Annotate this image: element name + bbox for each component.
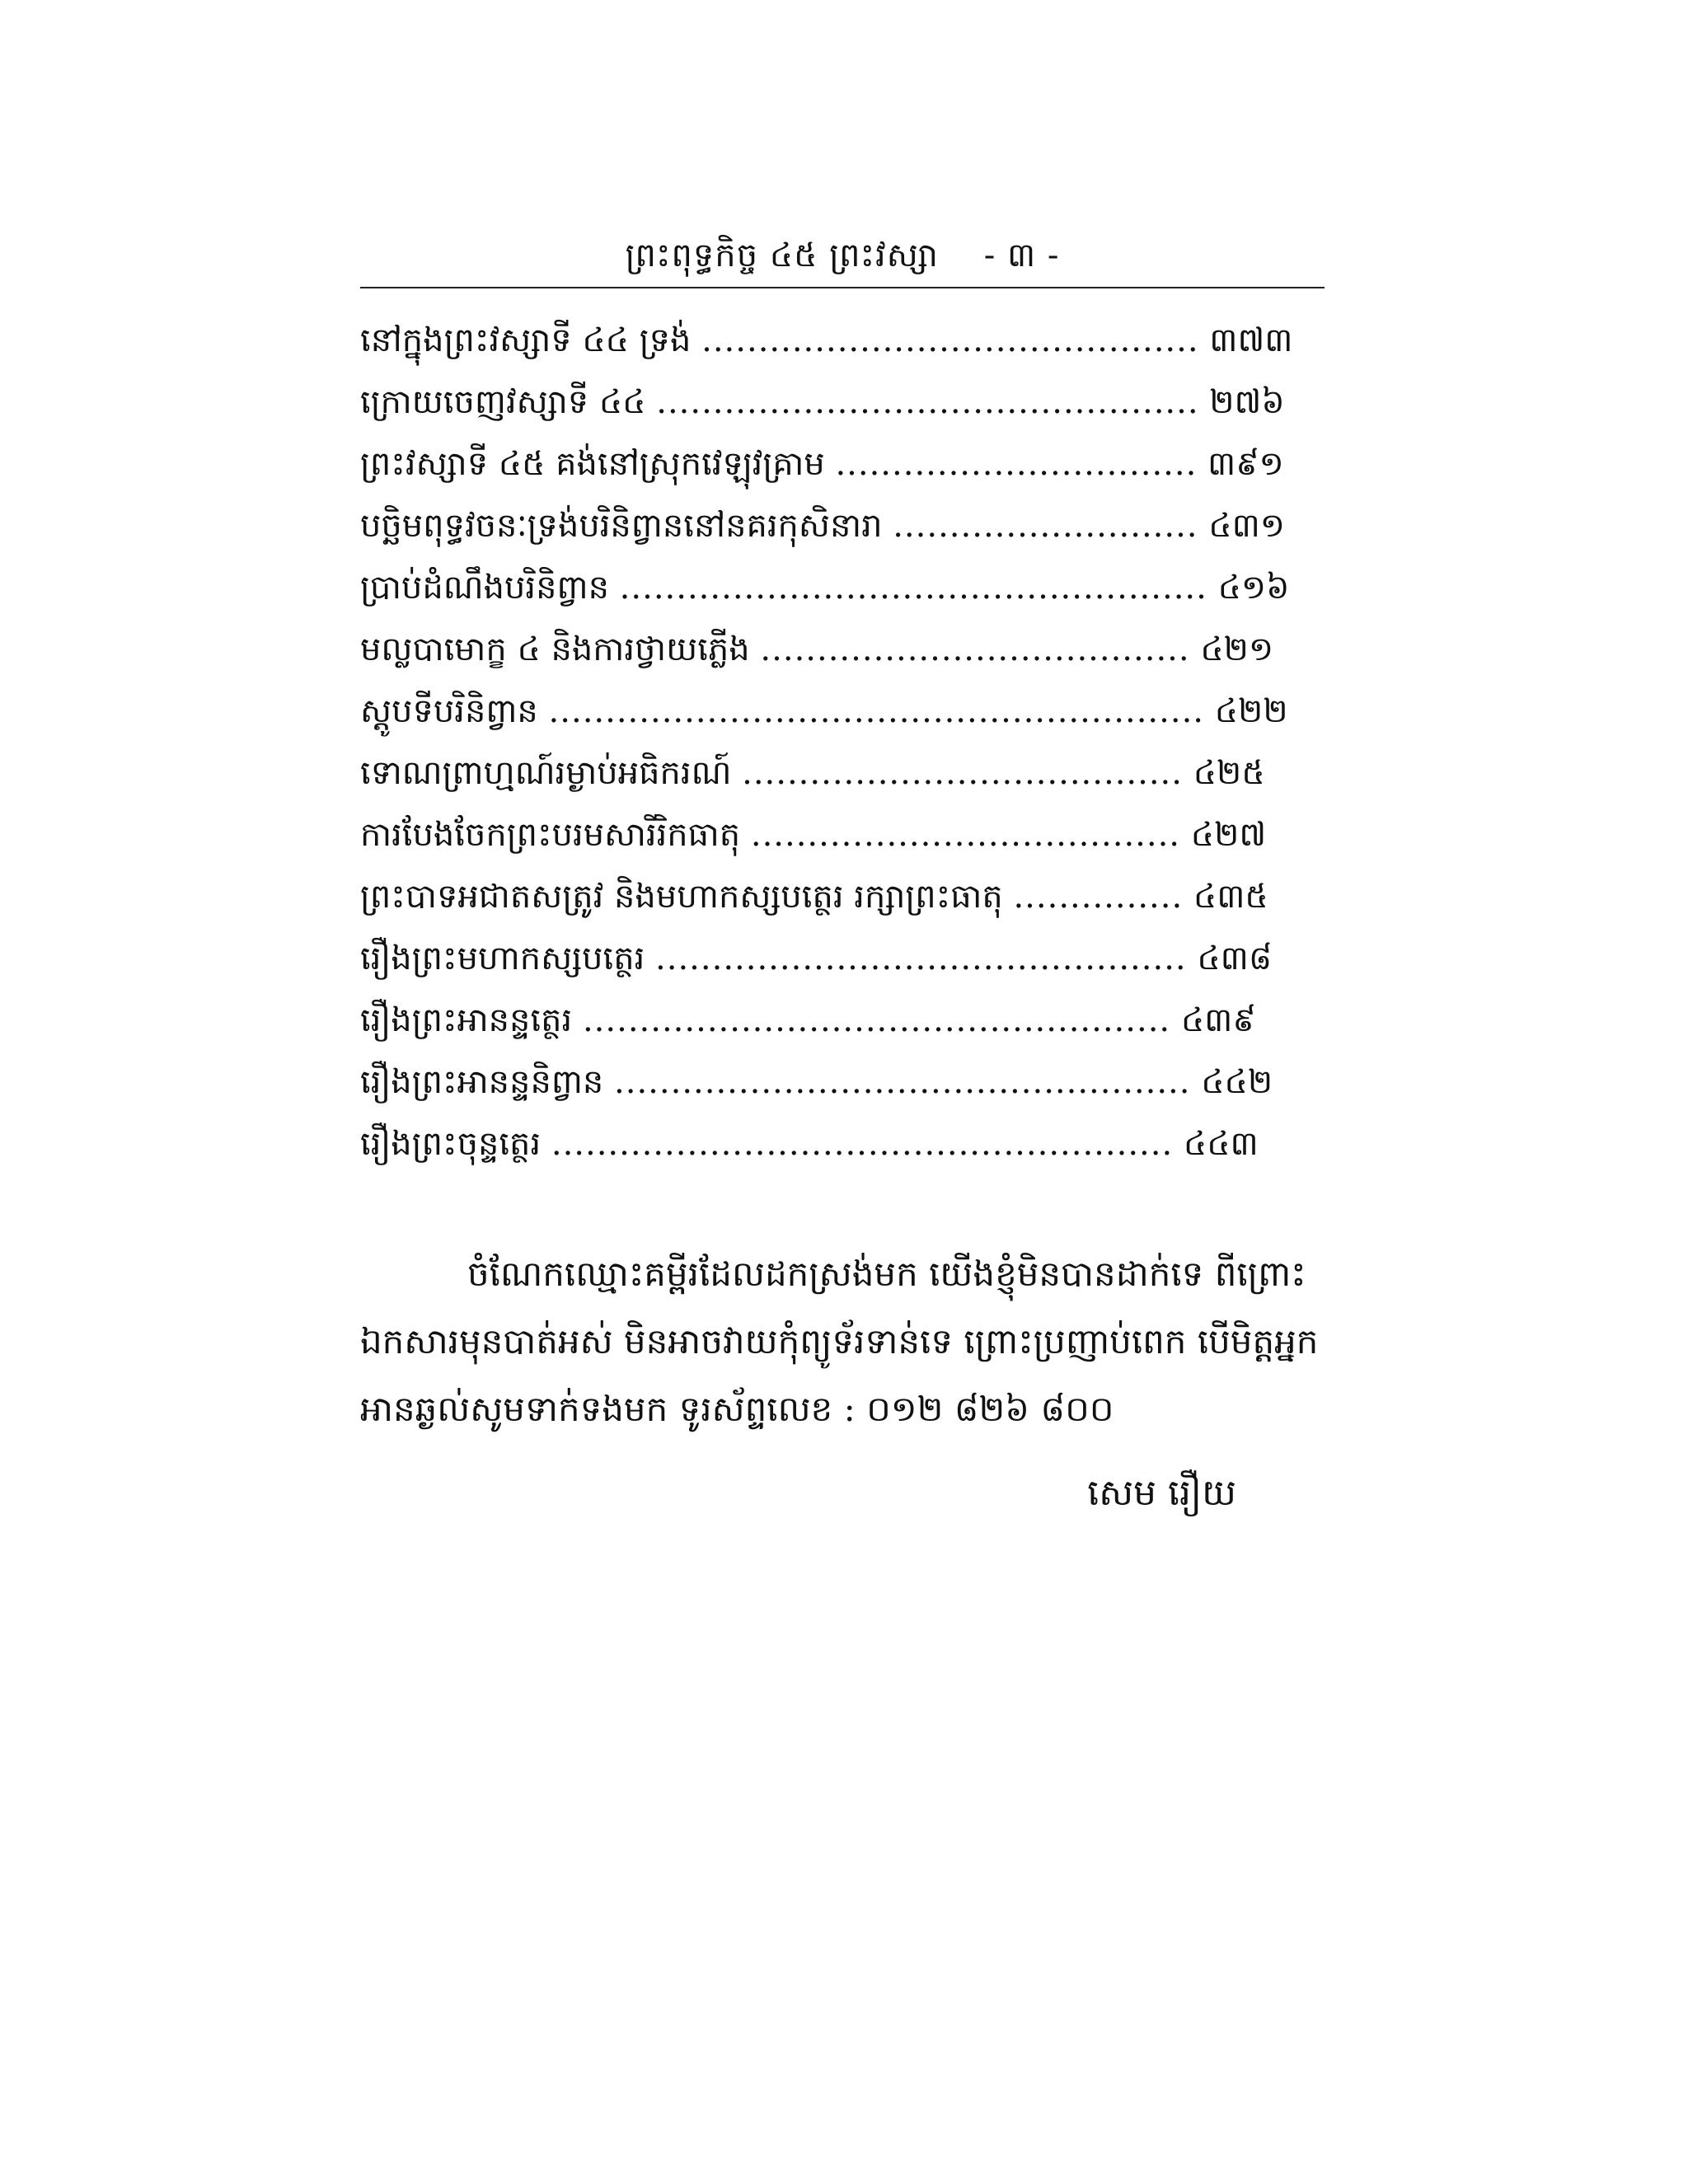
toc-entry-leader: ................................................... bbox=[614, 1063, 1191, 1101]
toc-entry-page: ៤៣៨ bbox=[1197, 940, 1273, 977]
toc-entry-title: រឿងព្រះមហាកស្សបត្ថេរ bbox=[360, 940, 645, 977]
toc-entry bbox=[360, 990, 1325, 1052]
author-signature: សេម រឿយ bbox=[1087, 1472, 1236, 1514]
toc-entry-leader: ....................................... bbox=[742, 754, 1183, 792]
toc-entry-leader: ................................................ bbox=[656, 383, 1199, 421]
toc-entry-leader: ...................................... bbox=[750, 816, 1181, 854]
toc-entry-leader: ........................... bbox=[893, 507, 1198, 545]
toc-entry-title: រឿងព្រះអានន្ទនិព្វាន bbox=[360, 1063, 604, 1101]
toc-entry bbox=[360, 434, 1325, 495]
note-line: អានឆ្ងល់សូមទាក់ទងមក ទូរស័ព្ទលេខ : ០១២ ៨២៦ ៨០០ bbox=[360, 1389, 1114, 1429]
toc-entry-page: ៤១៦ bbox=[1217, 569, 1290, 607]
toc-entry-title: ស្តូបទីបរិនិព្វាន bbox=[360, 692, 538, 730]
toc-entry-leader: ................................ bbox=[835, 445, 1198, 483]
toc-entry bbox=[360, 1113, 1325, 1175]
toc-entry-title: ព្រះបាទអជាតសត្រូវ និងមហាកស្សបត្ថេរ រក្សាព្រះធាតុ bbox=[360, 878, 1003, 916]
toc-entry-page: ៤៣៩ bbox=[1180, 1001, 1256, 1039]
toc-entry-title: ព្រះវស្សាទី ៤៥ គង់នៅស្រុកវេឡុវគ្រាម bbox=[360, 445, 825, 483]
toc-entry-leader: ............................................... bbox=[655, 940, 1187, 977]
toc-entry-title: ប្រាប់ដំណឹងបរិនិព្វាន bbox=[360, 569, 609, 607]
toc-entry-page: ៤២៥ bbox=[1193, 754, 1265, 792]
toc-entry-page: ៣៩១ bbox=[1207, 445, 1284, 483]
toc-entry bbox=[360, 928, 1325, 990]
toc-entry-page: ៤២៧ bbox=[1190, 816, 1267, 854]
toc-entry bbox=[360, 495, 1325, 557]
toc-entry-page: ៤៣១ bbox=[1208, 507, 1286, 545]
toc-entry-title: នៅក្នុងព្រះវស្សាទី ៤៤ ទ្រង់ bbox=[360, 321, 692, 359]
note-line: ចំណែកឈ្មោះគម្ពីរដែលដកស្រង់មក យើងខ្ញុំមិនបានដាក់ទេ ពីព្រោះ bbox=[467, 1254, 1306, 1294]
toc-entry-leader: .................................................... bbox=[619, 569, 1207, 607]
author-note bbox=[360, 1240, 1333, 1443]
toc-entry-title: ការបែងចែកព្រះបរមសារីរិកធាតុ bbox=[360, 816, 741, 854]
toc-entry-page: ២៧៦ bbox=[1209, 383, 1285, 421]
toc-entry bbox=[360, 743, 1325, 804]
toc-entry-leader: .................................................... bbox=[582, 1001, 1171, 1039]
header-title: ព្រះពុទ្ធកិច្ច ៤៥ ព្រះវស្សា bbox=[625, 237, 939, 274]
toc-entry-title: បច្ឆិមពុទ្ធវចនៈទ្រង់បរិនិព្វាននៅនគរកុសិនារា bbox=[360, 507, 883, 545]
toc-entry-title: រឿងព្រះអានន្ទត្ថេរ bbox=[360, 1001, 573, 1039]
toc-entry-page: ៤៤៣ bbox=[1183, 1125, 1259, 1163]
toc-entry bbox=[360, 372, 1325, 434]
toc-entry-page: ៤២២ bbox=[1214, 692, 1288, 730]
toc-entry bbox=[360, 310, 1325, 372]
toc-entry bbox=[360, 866, 1325, 928]
toc-entry bbox=[360, 557, 1325, 619]
toc-entry-leader: ....................................................... bbox=[551, 1125, 1174, 1163]
toc-entry-page: ៤៣៥ bbox=[1193, 878, 1268, 916]
header-rule bbox=[360, 287, 1325, 288]
toc-entry-title: រឿងព្រះចុន្ទត្ថេរ bbox=[360, 1125, 542, 1163]
table-of-contents bbox=[360, 310, 1325, 1175]
note-line: ឯកសារមុនបាត់អស់ មិនអាចវាយកុំព្យូទ័រទាន់ទេ ព្រោះប្រញាប់ពេក បើមិត្តអ្នក bbox=[360, 1321, 1319, 1361]
toc-entry-page: ៣៧៣ bbox=[1209, 321, 1293, 359]
toc-entry-title: មល្លបាមោក្ខ ៤ និងការថ្វាយភ្លើង bbox=[360, 630, 750, 668]
header-page-marker: - ៣ - bbox=[983, 237, 1060, 274]
toc-entry-leader: ............................................ bbox=[701, 321, 1199, 359]
toc-entry-page: ៤៤២ bbox=[1201, 1063, 1273, 1101]
toc-entry-leader: ...................................... bbox=[760, 630, 1190, 668]
toc-entry bbox=[360, 804, 1325, 866]
toc-entry-title: ទោណព្រាហ្មណ៍រម្ងាប់អធិករណ៍ bbox=[360, 754, 732, 792]
toc-entry-leader: .......................................................... bbox=[548, 692, 1205, 730]
toc-entry-leader: ............... bbox=[1013, 878, 1184, 916]
toc-entry bbox=[360, 1052, 1325, 1113]
toc-entry-page: ៤២១ bbox=[1200, 630, 1274, 668]
toc-entry-title: ក្រោយចេញវស្សាទី ៤៤ bbox=[360, 383, 646, 421]
toc-entry bbox=[360, 619, 1325, 681]
toc-entry bbox=[360, 681, 1325, 743]
running-header bbox=[360, 231, 1325, 280]
